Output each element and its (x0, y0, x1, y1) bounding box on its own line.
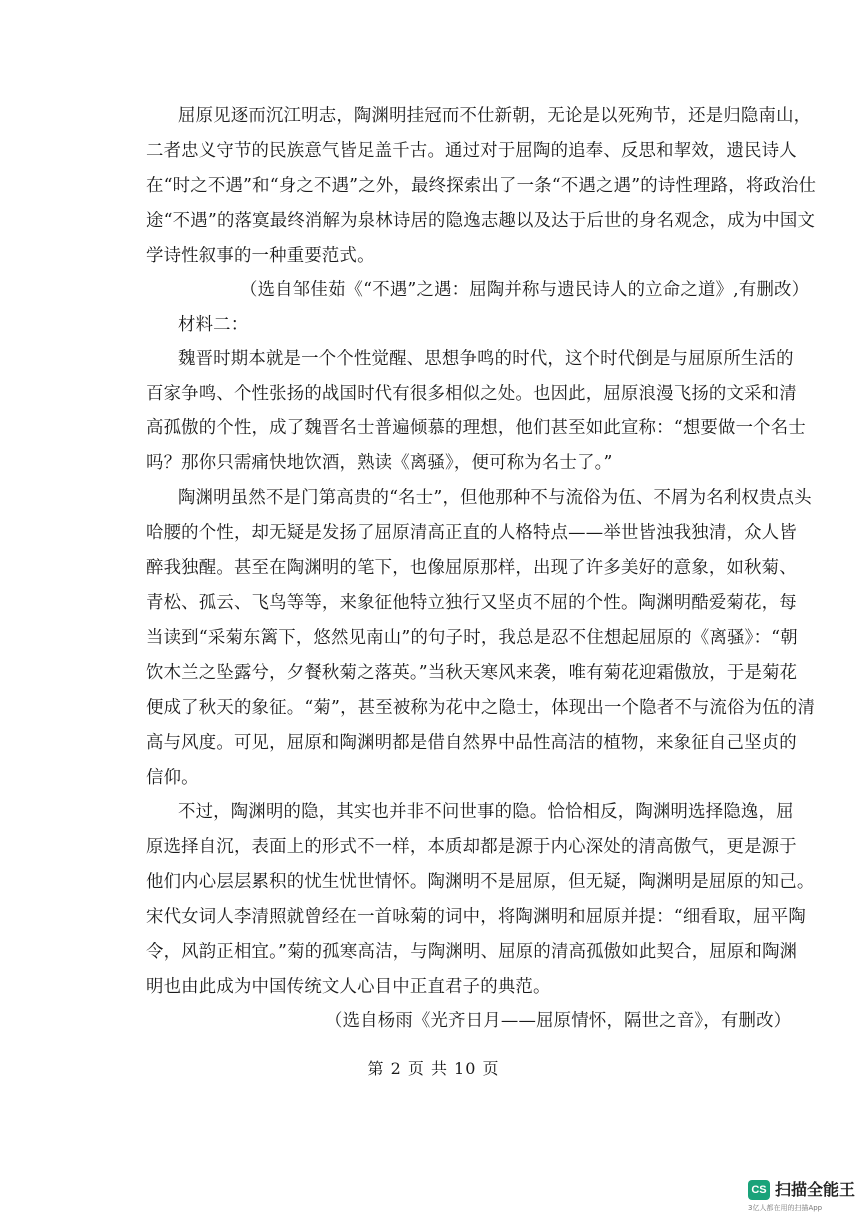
page-number: 第 2 页 共 10 页 (367, 1059, 500, 1078)
citation-source: （选自邹佳茹《“不遇”之遇：屈陶并称与遗民诗人的立命之道》,有删改） (240, 280, 810, 300)
paragraph-line: 吗？那你只需痛快地饮酒，熟读《离骚》，便可称为名士了。” (146, 453, 613, 473)
paragraph-line: 信仰。 (146, 768, 199, 788)
citation-source: （选自杨雨《光齐日月——屈原情怀，隔世之音》，有删改） (325, 1011, 792, 1031)
paragraph-line: 百家争鸣、个性张扬的战国时代有很多相似之处。也因此，屈原浪漫飞扬的文采和清 (146, 384, 797, 404)
paragraph-line: 他们内心层层累积的忧生忧世情怀。陶渊明不是屈原，但无疑，陶渊明是屈原的知己。 (146, 872, 815, 892)
paragraph-line: 不过，陶渊明的隐，其实也并非不问世事的隐。恰恰相反，陶渊明选择隐逸，屈 (178, 802, 794, 822)
paragraph-line: 明也由此成为中国传统文人心目中正直君子的典范。 (146, 977, 551, 997)
paragraph-line: 便成了秋天的象征。“菊”，甚至被称为花中之隐士，体现出一个隐者不与流俗为伍的清 (146, 698, 816, 718)
watermark-tagline: 3亿人都在用的扫描App (748, 1204, 823, 1212)
paragraph-line: 宋代女词人李清照就曾经在一首咏菊的词中，将陶渊明和屈原并提：“细看取，屈平陶 (146, 907, 806, 927)
paragraph-line: 青松、孤云、飞鸟等等，来象征他特立独行又坚贞不屈的个性。陶渊明酷爱菊花，每 (146, 593, 797, 613)
paragraph-line: 哈腰的个性，却无疑是发扬了屈原清高正直的人格特点——举世皆浊我独清，众人皆 (146, 523, 797, 543)
paragraph-line: 醉我独醒。甚至在陶渊明的笔下，也像屈原那样，出现了许多美好的意象，如秋菊、 (146, 558, 797, 578)
paragraph-line: 高孤傲的个性，成了魏晋名士普遍倾慕的理想，他们甚至如此宣称：“想要做一个名士 (146, 418, 806, 438)
paragraph-line: 饮木兰之坠露兮，夕餐秋菊之落英。”当秋天寒风来袭，唯有菊花迎霜傲放，于是菊花 (146, 663, 798, 683)
paragraph-line: 学诗性叙事的一种重要范式。 (146, 246, 375, 266)
paragraph-line: 屈原见逐而沉江明志，陶渊明挂冠而不仕新朝，无论是以死殉节，还是归隐南山， (178, 106, 812, 126)
section-label: 材料二： (178, 315, 249, 335)
paragraph-line: 当读到“采菊东篱下，悠然见南山”的句子时，我总是忍不住想起屈原的《离骚》：“朝 (146, 628, 798, 648)
camscanner-logo-icon: CS (748, 1180, 770, 1200)
paragraph-line: 高与风度。可见，屈原和陶渊明都是借自然界中品性高洁的植物，来象征自己坚贞的 (146, 733, 797, 753)
paragraph-line: 魏晋时期本就是一个个性觉醒、思想争鸣的时代，这个时代倒是与屈原所生活的 (178, 349, 794, 369)
paragraph-line: 途“不遇”的落寞最终消解为泉林诗居的隐逸志趣以及达于后世的身名观念，成为中国文 (146, 211, 816, 231)
paragraph-line: 原选择自沉，表面上的形式不一样，本质却都是源于内心深处的清高傲气，更是源于 (146, 837, 797, 857)
paragraph-line: 令，风韵正相宜。”菊的孤寒高洁，与陶渊明、屈原的清高孤傲如此契合，屈原和陶渊 (146, 942, 798, 962)
watermark-brand: 扫描全能王 (775, 1180, 856, 1199)
paragraph-line: 在“时之不遇”和“身之不遇”之外，最终探索出了一条“不遇之遇”的诗性理路，将政治仕 (146, 176, 817, 196)
scanner-watermark (748, 1178, 858, 1218)
paragraph-line: 二者忠义守节的民族意气皆足盖千古。通过对于屈陶的追奉、反思和挈效，遗民诗人 (146, 141, 797, 161)
paragraph-line: 陶渊明虽然不是门第高贵的“名士”，但他那种不与流俗为伍、不屑为名利权贵点头 (178, 488, 812, 508)
